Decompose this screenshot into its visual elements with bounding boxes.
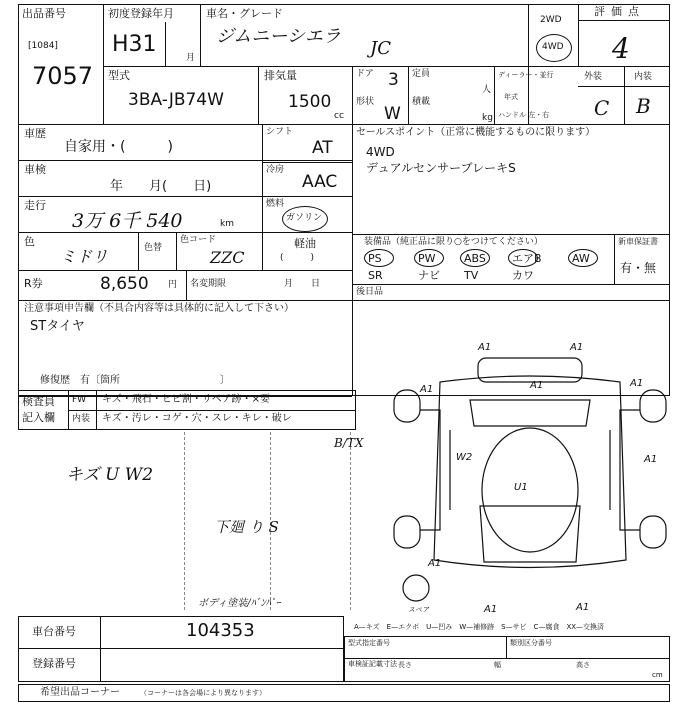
- notes-label: 注意事項申告欄（不具合内容等は具体的に記入して下さい）: [24, 303, 294, 314]
- equipment-item: ABS: [464, 252, 486, 265]
- shift-value: AT: [312, 138, 333, 158]
- inspector-label-1: 検査員: [22, 395, 55, 408]
- width-label: 幅: [494, 661, 501, 669]
- cm-unit: cm: [652, 671, 663, 679]
- chassis-label: 車台番号: [32, 625, 76, 638]
- type-value: 3BA-JB74W: [128, 90, 224, 110]
- handwriting-3: ボディ塗装/ﾊﾞﾝﾊﾟｰ: [198, 598, 281, 609]
- shape-value: W: [384, 104, 401, 124]
- ac-value: AAC: [302, 172, 338, 192]
- equipment-label: 装備品（純正品に限り○をつけてください）: [364, 237, 543, 247]
- handwriting-2: 下廻 り S: [214, 518, 279, 536]
- color-code-value: ZZC: [210, 248, 245, 267]
- equipment-item: PW: [418, 252, 436, 265]
- equipment-item: AW: [572, 252, 590, 265]
- doors-value: 3: [388, 70, 399, 90]
- equipment-item: エアB: [512, 252, 542, 265]
- equipment-item: SR: [368, 269, 383, 282]
- equipment-circle: [568, 249, 598, 267]
- fw-label: FW: [72, 395, 87, 405]
- svg-text:A1: A1: [478, 342, 492, 353]
- corner-note: （コーナーは各会場により異なります）: [140, 689, 266, 697]
- fuel-value: ガソリン: [286, 213, 323, 223]
- svg-text:A1: A1: [530, 380, 544, 391]
- score-value: 4: [612, 32, 630, 65]
- first-reg-label: 初度登録年月: [108, 7, 174, 20]
- wd-label: 2WD: [540, 15, 562, 25]
- cert-label: 型式指定番号: [348, 639, 390, 647]
- inspection-label: 車検: [24, 163, 46, 176]
- exterior-value: C: [594, 96, 610, 120]
- lot-code: [1084]: [28, 41, 58, 51]
- color-value: ミドリ: [60, 247, 109, 266]
- equipment-circle: [460, 249, 490, 267]
- name-change-label: 名変期限: [190, 279, 227, 289]
- interior-value: B: [636, 94, 651, 118]
- cert-box: [344, 636, 670, 682]
- load-label: 積載: [412, 97, 431, 107]
- class-label: 類別区分番号: [510, 639, 552, 647]
- sales-point-line2: デュアルセンサーブレーキS: [366, 161, 516, 175]
- type-label: 型式: [108, 69, 130, 82]
- int-label: 内装: [72, 414, 91, 424]
- svg-text:A1: A1: [570, 342, 584, 353]
- recycle-value: 8,650: [100, 274, 149, 294]
- warranty-value: 有・無: [620, 261, 657, 275]
- fuel-alt: 軽油: [294, 237, 316, 250]
- year-label: 年式: [504, 93, 518, 101]
- height-label: 高さ: [576, 661, 590, 669]
- mileage-label: 走行: [24, 199, 46, 212]
- fuel-paren: ( ): [280, 253, 315, 263]
- inspector-label-2: 記入欄: [22, 411, 55, 424]
- equipment-circle: [508, 249, 538, 267]
- mileage-value: 3万 6千 540: [72, 210, 183, 232]
- equipment-item: ナビ: [418, 269, 440, 282]
- displacement-value: 1500: [288, 92, 332, 112]
- note-small: B/TX: [334, 436, 364, 450]
- usage-label: 車歴: [24, 127, 46, 140]
- first-reg-value: H31: [112, 32, 157, 57]
- lot-label: 出品番号: [22, 7, 66, 20]
- svg-text:W2: W2: [456, 452, 473, 463]
- fw-items: キズ・飛石・ヒビ割・リペア跡・×要: [102, 394, 270, 405]
- fuel-label: 燃料: [266, 199, 285, 209]
- warranty-label: 新車保証書: [618, 237, 658, 246]
- diagram-legend: A—キズ E—エクボ U—凹み W—補修跡 S—サビ C—腐食 XX—交換済: [354, 623, 605, 631]
- length-label: 長さ: [398, 661, 412, 669]
- ac-label: 冷房: [266, 165, 285, 175]
- name-change-value: 月 日: [284, 279, 321, 289]
- svg-text:A1: A1: [420, 384, 434, 395]
- svg-text:スペア: スペア: [408, 606, 429, 614]
- svg-text:A1: A1: [484, 604, 498, 615]
- usage-value: 自家用・( ): [64, 139, 173, 155]
- sales-point-label: セールスポイント（正常に機能するものに限ります）: [356, 127, 596, 138]
- capacity-unit: 人: [482, 85, 492, 95]
- shift-label: シフト: [266, 127, 294, 137]
- recycle-unit: 円: [168, 280, 178, 290]
- equipment-circle: [414, 249, 444, 267]
- car-diagram: [380, 330, 680, 620]
- color-code-label: 色コード: [180, 235, 217, 245]
- interior-label: 内装: [634, 72, 653, 82]
- equipment-item: TV: [464, 269, 479, 282]
- capacity-label: 定員: [412, 69, 431, 79]
- inspection-value: 年 月( 日): [110, 179, 212, 194]
- handle-label: ハンドル 左・右: [498, 111, 550, 119]
- grade: JC: [370, 38, 391, 59]
- corner-label: 希望出品コーナー: [40, 687, 120, 698]
- sales-point-line1: 4WD: [366, 145, 395, 159]
- model-name: ジムニーシエラ: [216, 26, 341, 47]
- exterior-label: 外装: [584, 72, 603, 82]
- svg-text:A1: A1: [428, 558, 442, 569]
- int-items: キズ・汚レ・コゲ・穴・スレ・キレ・破レ: [102, 413, 292, 424]
- recycle-label: R券: [24, 277, 43, 290]
- lot-number: 7057: [32, 62, 94, 90]
- model-label: 車名・グレード: [206, 7, 283, 20]
- displacement-unit: cc: [334, 111, 344, 121]
- equipment-item: PS: [368, 252, 382, 265]
- dealer-label: ディーラー・並行: [498, 71, 554, 79]
- wd-selected: 4WD: [542, 42, 564, 52]
- reg-label: 登録番号: [32, 657, 76, 670]
- notes-text: STタイヤ: [30, 319, 85, 334]
- svg-text:A1: A1: [630, 378, 644, 389]
- color-label: 色: [24, 235, 35, 248]
- svg-text:A1: A1: [644, 454, 658, 465]
- color-no-label: 色替: [144, 243, 163, 253]
- dims-label: 車検証記載寸法: [348, 660, 397, 668]
- repair-label: 修復歴 有〔箇所 〕: [40, 375, 230, 386]
- equipment-circle: [364, 249, 394, 267]
- doors-label: ドア: [356, 69, 374, 79]
- score-label: 評価点: [594, 5, 645, 18]
- aftermarket-label: 後日品: [356, 287, 384, 297]
- displacement-label: 排気量: [264, 69, 297, 82]
- equipment-item: カワ: [512, 269, 534, 282]
- svg-text:A1: A1: [576, 602, 590, 613]
- month-unit: 月: [186, 53, 196, 63]
- svg-text:U1: U1: [514, 482, 528, 493]
- mileage-unit: km: [220, 219, 234, 229]
- chassis-value: 104353: [186, 620, 255, 641]
- handwriting-1: キズ U W2: [66, 465, 154, 485]
- shape-label: 形状: [356, 97, 375, 107]
- load-unit: kg: [482, 113, 493, 123]
